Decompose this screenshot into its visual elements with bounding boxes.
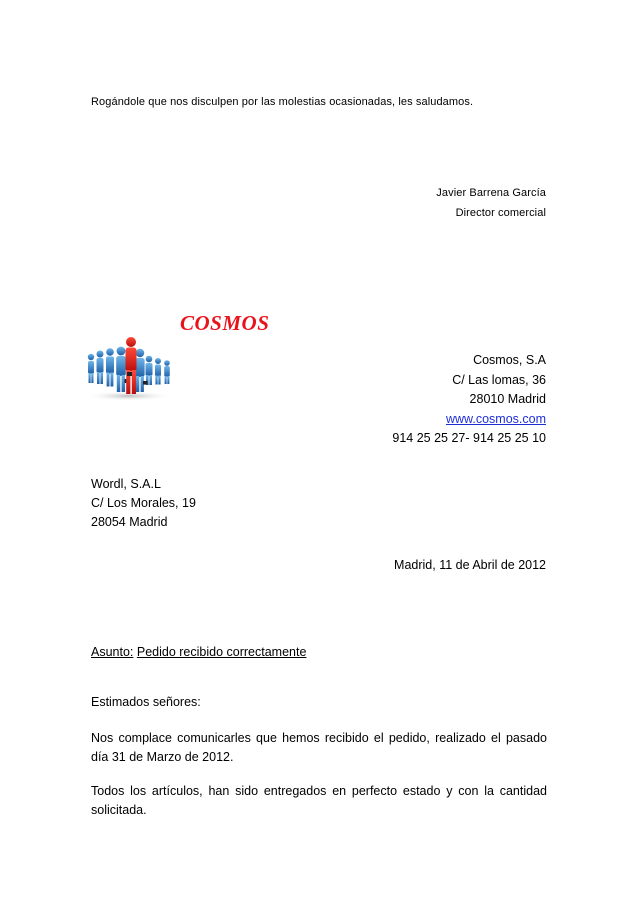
subject-line xyxy=(91,645,306,659)
sender-website-link[interactable]: www.cosmos.com xyxy=(445,411,546,426)
business-people-group-icon xyxy=(84,335,174,401)
recipient-company: Wordl, S.A.L xyxy=(91,477,161,491)
greeting: Estimados señores: xyxy=(91,695,201,709)
body-paragraph: Todos los artículos, han sido entregados en perfecto estado y con la cantidad solicitada. xyxy=(91,784,547,817)
body-paragraph: Nos complace comunicarles que hemos recibido el pedido, realizado el pasado día 31 de Marzo de 2012. xyxy=(91,731,547,764)
sender-company: Cosmos, S.A xyxy=(473,353,546,367)
sender-street: C/ Las lomas, 36 xyxy=(452,372,546,387)
letter-date: Madrid, 11 de Abril de 2012 xyxy=(394,558,546,572)
recipient-address-block xyxy=(91,475,196,532)
signer-name: Javier Barrena García xyxy=(436,187,546,199)
closing-sentence: Rogándole que nos disculpen por las molestias ocasionadas, les saludamos. xyxy=(91,96,474,108)
recipient-street: C/ Los Morales, 19 xyxy=(91,496,196,510)
company-logo-wordmark: COSMOS xyxy=(180,311,270,335)
recipient-city: 28054 Madrid xyxy=(91,515,168,529)
sender-phones: 914 25 25 27- 914 25 25 10 xyxy=(392,431,546,445)
subject-text: Pedido recibido correctamente xyxy=(136,645,307,659)
signer-title: Director comercial xyxy=(455,207,546,219)
signer-block xyxy=(436,183,546,223)
sender-city: 28010 Madrid xyxy=(469,392,546,406)
subject-label: Asunto: xyxy=(91,645,134,659)
sender-address-block xyxy=(392,351,546,449)
